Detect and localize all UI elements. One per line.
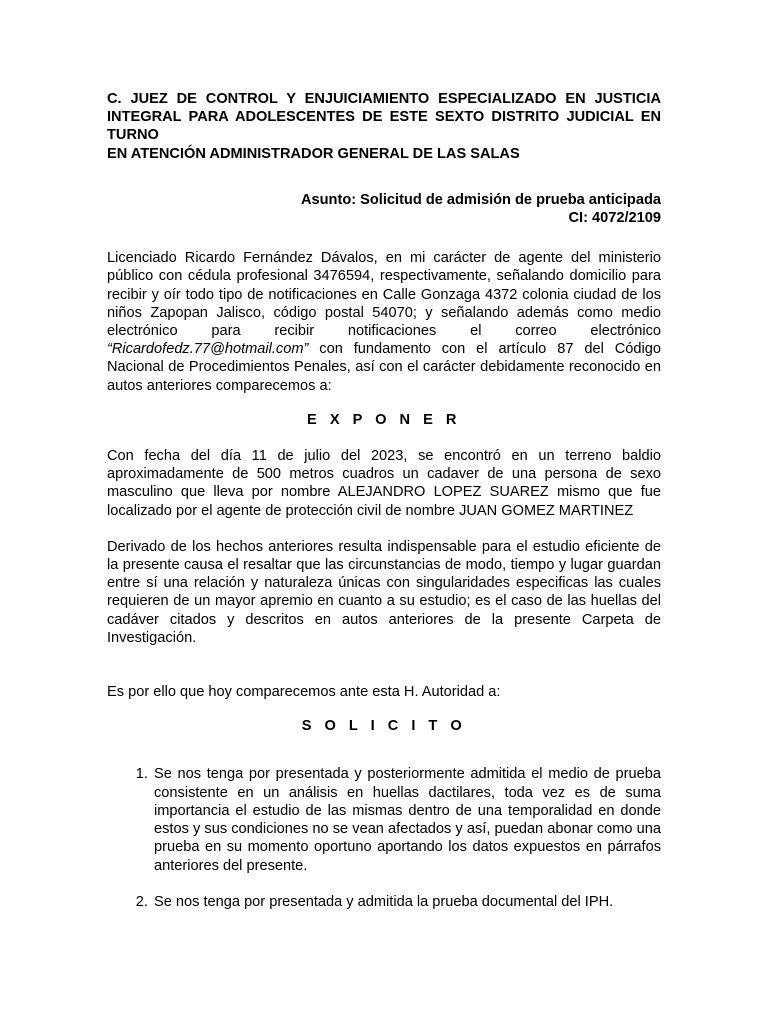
document-body [107,90,661,929]
addressee-administrator: EN ATENCIÓN ADMINISTRADOR GENERAL DE LAS SALAS [107,145,520,162]
appearance-paragraph: Es por ello que hoy comparecemos ante esta H. Autoridad a: [107,684,501,701]
email-address: “Ricardofedz.77@hotmail.com” [107,341,309,358]
intro-paragraph [107,249,661,395]
intro-text: Licenciado Ricardo Fernández Dávalos, en mi carácter de agente del ministerio público con cédula profesional 3476594, respectivamente, señalando domicilio para recibir y oír todo tipo de notificaciones en Calle Gonzaga 4372 colonia ciudad de los niños Zapopan Jalisco, código postal 54070; y señalando además como medio electrónico para recibir notificaciones el correo electrónico [107,250,661,340]
list-item: 2. Se nos tenga por presentada y admitida la prueba documental del IPH. [152,893,661,911]
section-title-solicito: S O L I C I T O [301,718,467,735]
section-title-exponer: E X P O N E R [307,411,461,428]
intro-text-continued: con fundamento con el artículo 87 del Código Nacional de Procedimientos Penales, así con el carácter debidamente reconocido en autos anteriores comparecemos a: [107,341,661,394]
subject-block [107,191,661,227]
reasoning-paragraph: Derivado de los hechos anteriores resulta indispensable para el estudio eficiente de la presente causa el resaltar que las circunstancias de modo, tiempo y lugar guardan entre sí una relación y naturaleza únicas con singularidades especificas las cuales requieren de un mayor apremio en cuanto a su estudio; es el caso de las huellas del cadáver citados y descritos en autos anteriores de la presente Carpeta de Investigación. [107,538,661,646]
subject-line: Asunto: Solicitud de admisión de prueba anticipada [300,191,661,208]
facts-paragraph: Con fecha del día 11 de julio del 2023, se encontró en un terreno baldio aproximadamente de 500 metros cuadros un cadaver de una persona de sexo masculino que lleva por nombre ALEJANDRO LOPEZ SUAREZ mismo que fue localizado por el agente de protección civil de nombre JUAN GOMEZ MARTINEZ [107,448,661,519]
requests-list [107,765,661,910]
addressee-judge: C. JUEZ DE CONTROL Y ENJUICIAMIENTO ESPECIALIZADO EN JUSTICIA INTEGRAL PARA ADOLESCENTES DE ESTE SEXTO DISTRITO JUDICIAL EN TURNO [107,91,661,144]
addressee-heading [107,90,661,163]
list-item: 1. Se nos tenga por presentada y posteriormente admitida el medio de prueba consistente en un análisis en huellas dactilares, toda vez es de suma importancia el estudio de las mismas dentro de una temporalidad en donde estos y sus condiciones no se vean afectados y así, puedan abonar como una prueba en su momento oportuno aportando los datos expuestos en párrafos anteriores del presente. [152,765,661,874]
case-number: CI: 4072/2109 [568,210,661,227]
